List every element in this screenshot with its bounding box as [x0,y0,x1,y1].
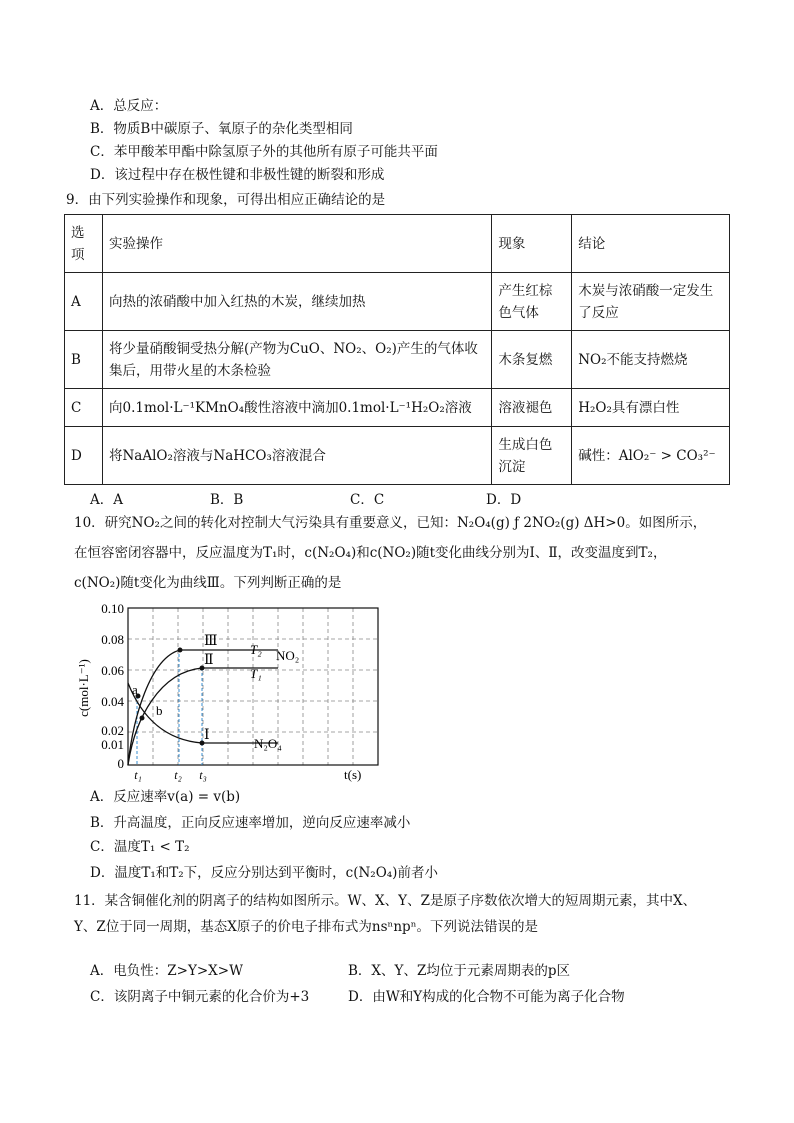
q9-answer-b: B．B [210,492,244,508]
q10-line1: 10．研究NO₂之间的转化对控制大气污染具有重要意义，已知：N₂O₄(g) ƒ 2NO₂(g) ΔH>0。如图所示， [74,515,707,531]
q8-option-b: B．物质B中碳原子、氧原子的杂化类型相同 [90,121,353,137]
row-option: A [65,273,103,331]
q10-line2: 在恒容密闭容器中，反应温度为T₁时，c(N₂O₄)和c(NO₂)随t变化曲线分别为Ⅰ、Ⅱ，改变温度到T₂， [74,545,667,561]
point-iii-eq [178,648,183,653]
xtick: t₁ [134,768,142,782]
x-axis-label: t(s) [344,767,362,782]
header-phenomenon: 现象 [492,215,572,273]
row-option: C [65,389,103,427]
row-phenomenon: 木条复燃 [492,331,572,389]
q11-line2: Y、Z位于同一周期，基态X原子的价电子排布式为nsⁿnpⁿ。下列说法错误的是 [74,919,539,935]
experiment-table [64,214,730,485]
row-operation: 向热的浓硝酸中加入红热的木炭，继续加热 [102,273,491,331]
ytick: 0.02 [101,723,124,738]
q9-stem: 9．由下列实验操作和现象，可得出相应正确结论的是 [66,192,386,208]
table-row [65,427,730,485]
row-option: D [65,427,103,485]
xtick: t₂ [174,768,182,782]
row-option: B [65,331,103,389]
label-ii: Ⅱ [204,653,214,668]
q10-option-d: D．温度T₁和T₂下，反应分别达到平衡时，c(N₂O₄)前者小 [90,865,438,881]
q9-answer-a: A．A [90,492,123,508]
label-t2: T₂ [250,642,262,657]
q9-answer-c: C．C [350,492,385,508]
row-operation: 将NaAlO₂溶液与NaHCO₃溶液混合 [102,427,491,485]
ytick: 0 [117,756,124,771]
row-conclusion: H₂O₂具有漂白性 [572,389,730,427]
q11-option-b: B．X、Y、Z均位于元素周期表的p区 [348,963,570,979]
row-operation: 将少量硝酸铜受热分解(产物为CuO、NO₂、O₂)产生的气体收集后，用带火星的木条检验 [102,331,491,389]
ytick: 0.06 [101,663,124,678]
row-operation: 向0.1mol·L⁻¹KMnO₄酸性溶液中滴加0.1mol·L⁻¹H₂O₂溶液 [102,389,491,427]
time-markers [137,649,202,765]
row-conclusion: NO₂不能支持燃烧 [572,331,730,389]
header-option: 选项 [65,215,103,273]
q8-option-d: D．该过程中存在极性键和非极性键的断裂和形成 [90,167,385,183]
q8-option-c: C．苯甲酸苯甲酯中除氢原子外的其他所有原子可能共平面 [90,144,438,160]
q8-option-a: A．总反应： [90,98,168,114]
label-n2o4: N₂O₄ [254,736,282,751]
ytick: 0.04 [101,694,124,709]
label-a: a [132,682,138,697]
table-row [65,273,730,331]
row-conclusion: 木炭与浓硝酸一定发生了反应 [572,273,730,331]
q9-answer-d: D．D [486,492,522,508]
q11-line1: 11．某含铜催化剂的阴离子的结构如图所示。W、X、Y、Z是原子序数依次增大的短周期元素，其中X、 [74,893,697,909]
ytick: 0.10 [101,601,124,616]
q11-option-d: D．由W和Y构成的化合物不可能为离子化合物 [348,989,625,1005]
q10-option-c: C．温度T₁ < T₂ [90,839,190,855]
header-conclusion: 结论 [572,215,730,273]
xtick: t₃ [199,768,207,782]
point-b [140,716,145,721]
header-operation: 实验操作 [102,215,491,273]
y-axis-label: c(mol·L⁻¹) [76,659,91,717]
label-b: b [156,703,163,718]
row-phenomenon: 产生红棕色气体 [492,273,572,331]
label-t1: T₁ [250,666,262,681]
table-row [65,331,730,389]
q11-option-c: C．该阴离子中铜元素的化合价为+3 [90,989,310,1005]
concentration-chart [70,598,380,782]
ytick: 0.08 [101,632,124,647]
label-iii: Ⅲ [204,634,218,649]
q10-line3: c(NO₂)随t变化为曲线Ⅲ。下列判断正确的是 [74,575,342,591]
row-phenomenon: 生成白色沉淀 [492,427,572,485]
table-row [65,389,730,427]
ytick: 0.01 [101,737,124,752]
q10-option-a: A．反应速率v(a) = v(b) [90,789,241,805]
label-no2: NO₂ [276,648,300,663]
q10-option-b: B．升高温度，正向反应速率增加，逆向反应速率减小 [90,815,411,831]
row-phenomenon: 溶液褪色 [492,389,572,427]
q11-option-a: A．电负性：Z>Y>X>W [90,963,243,979]
row-conclusion: 碱性：AlO₂⁻ > CO₃²⁻ [572,427,730,485]
table-header-row [65,215,730,273]
label-i: Ⅰ [204,728,210,743]
